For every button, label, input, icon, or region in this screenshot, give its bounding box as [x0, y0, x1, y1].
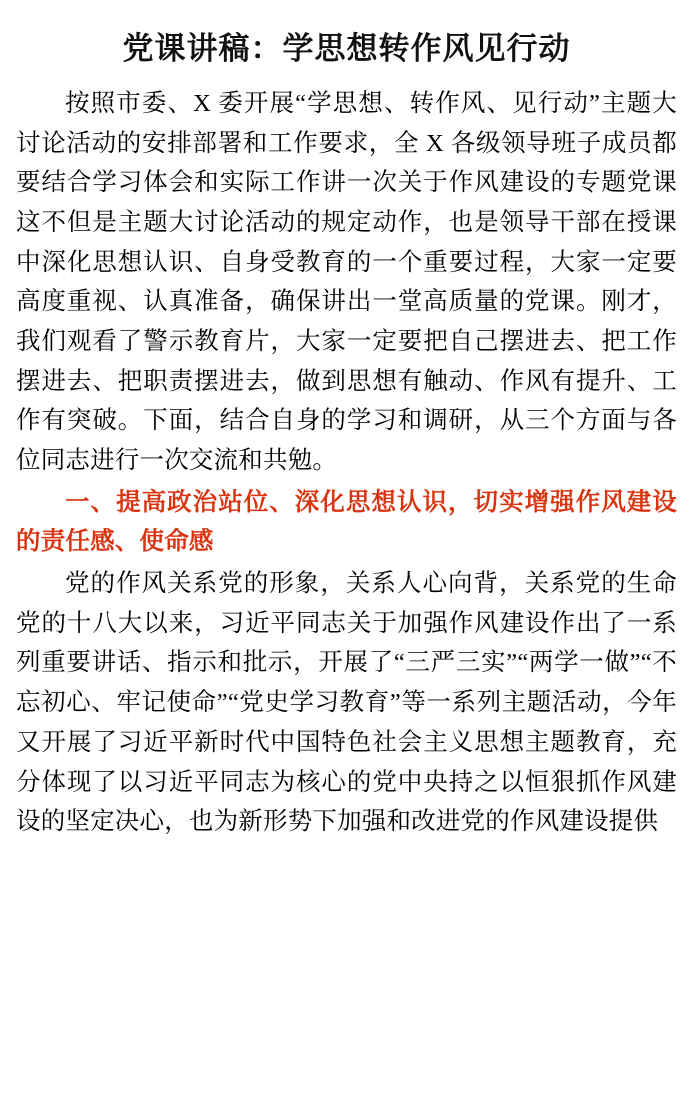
- page-title: 党课讲稿：学思想转作风见行动: [122, 31, 571, 66]
- section-heading-1: 一、提高政治站位、深化思想认识，切实增强作风建设的责任感、使命感: [16, 488, 677, 556]
- body-paragraph-2: 党的作风关系党的形象，关系人心向背，关系党的生命党的十八大以来，习近平同志关于加强作风建设作出了一系列重要讲话、指示和批示，开展了“三严三实”“两学一做”“不忘初心、牢记使命”“党史学习教育”等一系列主题活动，今年又开展了习近平新时代中国特色社会主义思想主题教育，充分体现了以习近平同志为核心的党中央持之以恒狠抓作风建设的坚定决心，也为新形势下加强和改进党的作风建设提供: [16, 570, 677, 836]
- body-paragraph-1: 按照市委、X 委开展“学思想、转作风、见行动”主题大讨论活动的安排部署和工作要求，全 X 各级领导班子成员都要结合学习体会和实际工作讲一次关于作风建设的专题党课这不但是主题大讨论活动的规定动作，也是领导干部在授课中深化思想认识、自身受教育的一个重要过程，大家一定要高度重视、认真准备，确保讲出一堂高质量的党课。刚才，我们观看了警示教育片，大家一定要把自己摆进去、把工作摆进去、把职责摆进去，做到思想有触动、作风有提升、工作有突破。下面，结合自身的学习和调研，从三个方面与各位同志进行一次交流和共勉。: [16, 89, 677, 475]
